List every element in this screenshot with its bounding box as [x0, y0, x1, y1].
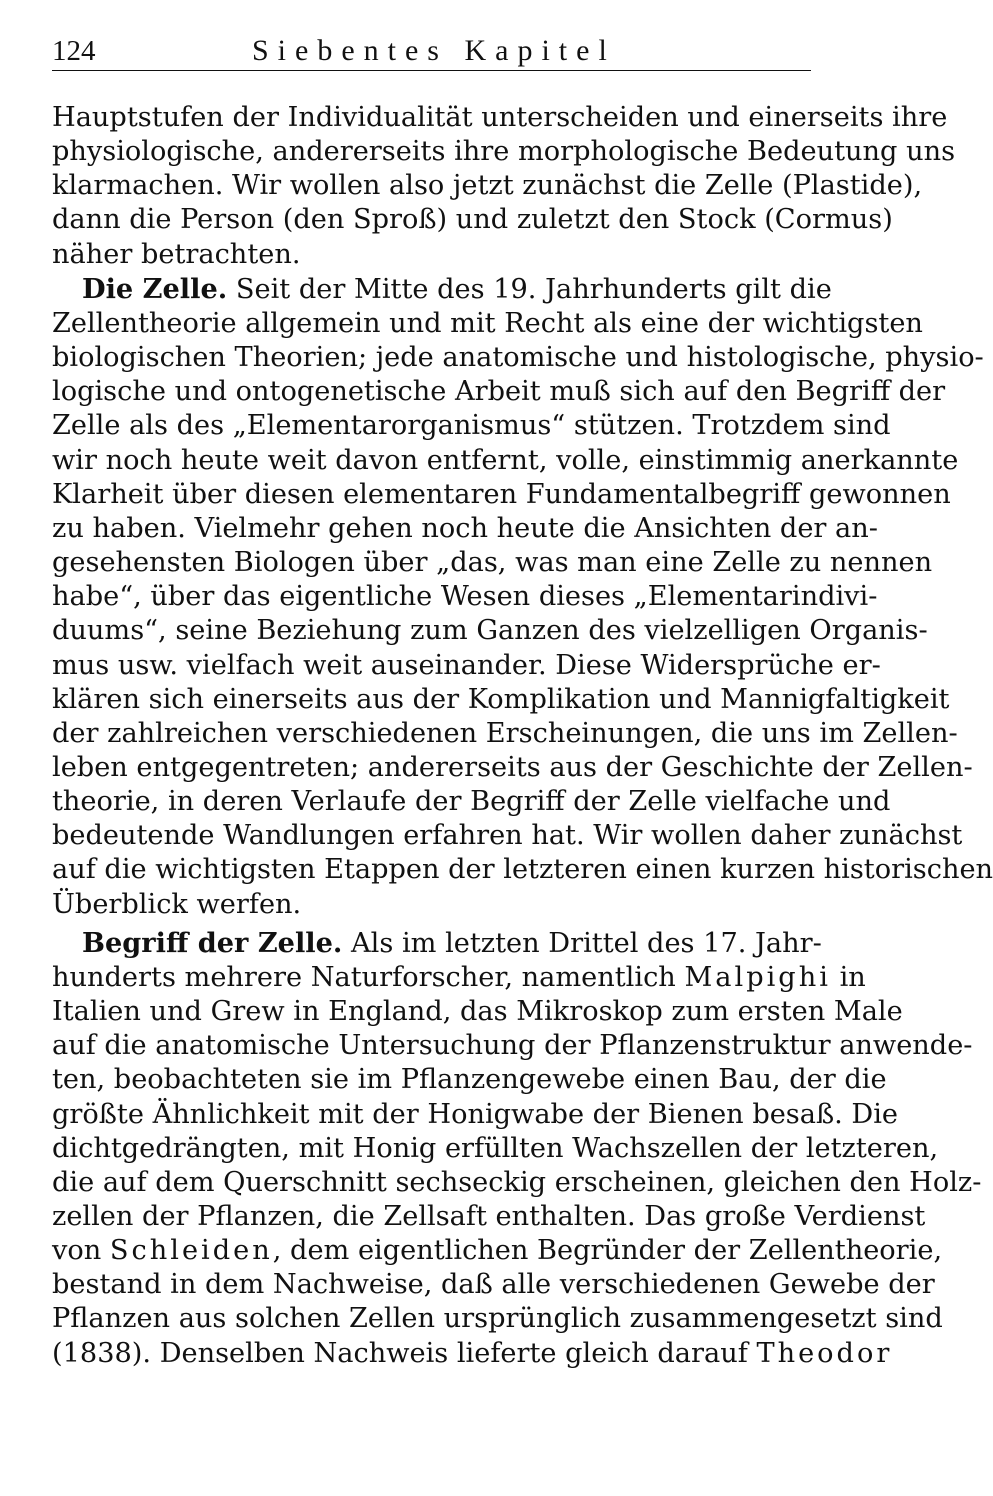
- paragraph-2: [52, 272, 993, 922]
- text-line: Klarheit über diesen elementaren Fundamentalbegriff gewonnen: [52, 478, 951, 510]
- text-line: auf die wichtigsten Etappen der letzteren einen kurzen historischen: [52, 854, 993, 886]
- text-line: zellen der Pflanzen, die Zellsaft enthalten. Das große Verdienst: [52, 1201, 926, 1232]
- person-name: Theodor: [756, 1337, 893, 1369]
- text-line: physiologische, andererseits ihre morphologische Bedeutung uns: [52, 136, 956, 168]
- text-line: bedeutende Wandlungen erfahren hat. Wir wollen daher zunächst: [52, 820, 963, 852]
- text-line: dichtgedrängten, mit Honig erfüllten Wachszellen der letzteren,: [52, 1132, 939, 1164]
- text-line: der zahlreichen verschiedenen Erscheinungen, die uns im Zellen-: [52, 717, 958, 749]
- person-name: Malpighi: [684, 961, 831, 993]
- text-line: zu haben. Vielmehr gehen noch heute die Ansichten der an-: [52, 512, 878, 544]
- text-line: Zelle als des „Elementarorganismus“ stützen. Trotzdem sind: [52, 410, 891, 442]
- page-number: 124: [52, 35, 96, 67]
- text-line: gesehensten Biologen über „das, was man eine Zelle zu nennen: [52, 547, 933, 579]
- paragraph-1: [52, 101, 956, 272]
- text-run: in: [839, 961, 866, 993]
- text-line: [52, 961, 866, 995]
- text-line: Überblick werfen.: [52, 888, 302, 920]
- section-heading: Die Zelle.: [82, 272, 228, 305]
- text-run: Seit der Mitte des 19. Jahrhunderts gilt die: [235, 273, 832, 305]
- text-line: bestand in dem Nachweise, daß alle verschiedenen Gewebe der: [52, 1269, 935, 1301]
- text-line: leben entgegentreten; andererseits aus der Geschichte der Zellen-: [52, 751, 973, 783]
- text-line: mus usw. vielfach weit auseinander. Diese Widersprüche er-: [52, 649, 881, 681]
- text-line: habe“, über das eigentliche Wesen dieses „Elementarindivi-: [52, 581, 878, 613]
- text-line: biologischen Theorien; jede anatomische und histologische, physio-: [52, 342, 984, 374]
- text-line: dann die Person (den Sproß) und zuletzt den Stock (Cormus): [52, 204, 893, 236]
- paragraph-3: [52, 926, 982, 1371]
- running-head: Siebentes Kapitel: [252, 34, 616, 67]
- text-run: , dem eigentlichen Begründer der Zellentheorie,: [272, 1235, 943, 1267]
- text-line: Hauptstufen der Individualität unterscheiden und einerseits ihre: [52, 102, 948, 133]
- text-line: Zellentheorie allgemein und mit Recht als eine der wichtigsten: [52, 307, 923, 339]
- text-line: [52, 1234, 943, 1268]
- text-line: größte Ähnlichkeit mit der Honigwabe der Bienen besaß. Die: [52, 1098, 898, 1130]
- section-heading: Begriff der Zelle.: [82, 926, 343, 959]
- person-name: Schleiden: [109, 1235, 273, 1267]
- text-line: duums“, seine Beziehung zum Ganzen des vielzelligen Organis-: [52, 615, 928, 647]
- text-line: Pflanzen aus solchen Zellen ursprünglich zusammengesetzt sind: [52, 1303, 943, 1335]
- text-line: [52, 272, 832, 307]
- text-run: von: [52, 1235, 102, 1267]
- text-line: [52, 926, 822, 961]
- page-header: [52, 34, 811, 71]
- text-line: logische und ontogenetische Arbeit muß sich auf den Begriff der: [52, 376, 946, 408]
- text-line: ten, beobachteten sie im Pflanzengewebe einen Bau, der die: [52, 1064, 887, 1096]
- text-run: hunderts mehrere Naturforscher, namentlich: [52, 961, 676, 993]
- text-run: (1838). Denselben Nachweis lieferte gleich darauf: [52, 1337, 748, 1369]
- text-line: wir noch heute weit davon entfernt, volle, einstimmig anerkannte: [52, 444, 959, 476]
- text-line: Italien und Grew in England, das Mikroskop zum ersten Male: [52, 996, 903, 1028]
- text-line: [52, 1337, 893, 1371]
- text-line: klären sich einerseits aus der Komplikation und Mannigfaltigkeit: [52, 683, 950, 715]
- text-line: näher betrachten.: [52, 238, 301, 270]
- text-line: klarmachen. Wir wollen also jetzt zunächst die Zelle (Plastide),: [52, 170, 923, 202]
- text-line: theorie, in deren Verlaufe der Begriff der Zelle vielfache und: [52, 786, 891, 818]
- text-line: auf die anatomische Untersuchung der Pflanzenstruktur anwende-: [52, 1030, 973, 1062]
- text-run: Als im letzten Drittel des 17. Jahr-: [351, 927, 822, 959]
- text-line: die auf dem Querschnitt sechseckig erscheinen, gleichen den Holz-: [52, 1166, 982, 1198]
- body-text: [52, 101, 993, 1371]
